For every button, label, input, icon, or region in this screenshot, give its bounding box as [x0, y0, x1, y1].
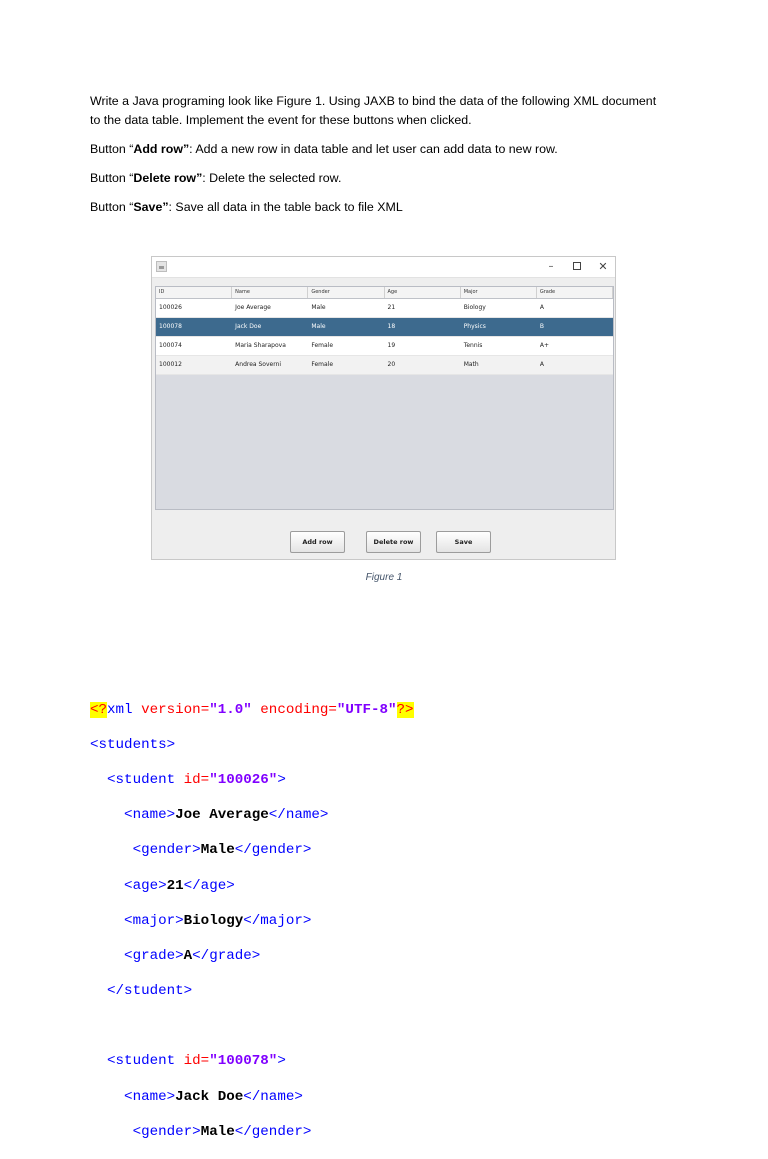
column-header-id[interactable]: ID — [156, 287, 232, 298]
window-titlebar — [152, 257, 615, 278]
cell-age[interactable]: 20 — [387, 361, 396, 368]
xml-decl-version-value: "1.0" — [209, 701, 252, 718]
student-2-tag: <student — [90, 1053, 176, 1070]
tag-close: </age> — [183, 877, 235, 894]
cell-major[interactable]: Tennis — [463, 342, 483, 349]
cell-grade[interactable]: A — [539, 361, 544, 368]
cell-id[interactable]: 100012 — [159, 361, 182, 368]
save-prefix: Button “ — [90, 200, 134, 214]
gender-value: Male — [200, 842, 235, 859]
student-2-name — [90, 1089, 414, 1107]
student-1-tag-end: > — [277, 771, 286, 788]
cell-id[interactable]: 100026 — [159, 304, 182, 311]
cell-name[interactable]: Andrea Soverni — [235, 361, 282, 368]
xml-decl-encoding-value: "UTF-8" — [336, 701, 397, 718]
xml-decl-name: xml — [107, 701, 133, 718]
cell-gender[interactable]: Male — [311, 304, 326, 311]
save-text: : Save all data in the table back to file XML — [168, 200, 403, 214]
add-row-bold: Add row” — [133, 142, 190, 156]
table-row[interactable] — [156, 299, 613, 318]
delete-row-button[interactable]: Delete row — [366, 531, 421, 553]
cell-grade[interactable]: A — [539, 304, 544, 311]
cell-major[interactable]: Physics — [463, 323, 486, 330]
column-header-age[interactable]: Age — [385, 287, 461, 298]
name-value: Joe Average — [175, 807, 269, 824]
add-row-button[interactable]: Add row — [290, 531, 345, 553]
tag-close: </major> — [243, 912, 312, 929]
column-header-name[interactable]: Name — [232, 287, 308, 298]
column-header-grade[interactable]: Grade — [537, 287, 613, 298]
cell-gender[interactable]: Female — [311, 342, 334, 349]
cell-name[interactable]: Maria Sharapova — [235, 342, 286, 349]
delete-row-bold: Delete row” — [133, 171, 203, 185]
tag-close: </gender> — [234, 1123, 312, 1140]
table-header — [156, 287, 613, 299]
delete-row-prefix: Button “ — [90, 171, 134, 185]
blank-line — [90, 1018, 414, 1036]
xml-decl-close: ?> — [396, 701, 414, 718]
table-row[interactable] — [156, 337, 613, 356]
cell-name[interactable]: Joe Average — [235, 304, 271, 311]
student-2-id-attr: id= — [175, 1053, 210, 1070]
save-bold: Save” — [133, 200, 169, 214]
name-value: Jack Doe — [175, 1088, 244, 1105]
cell-name[interactable]: Jack Doe — [235, 323, 262, 330]
student-2-tag-end: > — [277, 1053, 286, 1070]
cell-gender[interactable]: Female — [311, 361, 334, 368]
cell-major[interactable]: Biology — [463, 304, 486, 311]
table-row[interactable] — [156, 356, 613, 375]
student-1-id-attr: id= — [175, 771, 210, 788]
cell-major[interactable]: Math — [463, 361, 479, 368]
figure-caption: Figure 1 — [365, 572, 403, 583]
tag-open: <age> — [90, 877, 167, 894]
cell-id[interactable]: 100078 — [159, 323, 182, 330]
student-1-close-tag: </student> — [90, 983, 193, 1000]
grade-value: A — [183, 947, 193, 964]
java-app-window — [151, 256, 616, 560]
java-app-icon — [156, 261, 167, 272]
xml-code-block — [90, 684, 414, 1159]
add-row-description — [90, 140, 690, 159]
delete-row-text: : Delete the selected row. — [202, 171, 342, 185]
student-2-gender — [90, 1124, 414, 1142]
student-1-grade — [90, 948, 414, 966]
save-description — [90, 198, 690, 217]
tag-open: <major> — [90, 912, 184, 929]
close-icon[interactable]: ✕ — [598, 260, 608, 273]
xml-declaration — [90, 702, 414, 720]
column-header-gender[interactable]: Gender — [308, 287, 384, 298]
delete-row-description — [90, 169, 690, 188]
tag-open: <grade> — [90, 947, 184, 964]
tag-close: </name> — [268, 807, 329, 824]
age-value: 21 — [166, 877, 184, 894]
column-header-major[interactable]: Major — [461, 287, 537, 298]
student-1-id-value: "100026" — [209, 771, 278, 788]
students-open-tag: <students> — [90, 736, 176, 753]
student-1-major — [90, 913, 414, 931]
xml-decl-version-attr: version= — [132, 701, 210, 718]
cell-id[interactable]: 100074 — [159, 342, 182, 349]
tag-open: <gender> — [90, 1123, 201, 1140]
minimize-icon[interactable]: – — [548, 261, 554, 272]
student-1-gender — [90, 842, 414, 860]
tag-close: </name> — [243, 1088, 303, 1105]
tag-close: </grade> — [192, 947, 261, 964]
student-1-age — [90, 878, 414, 896]
cell-age[interactable]: 18 — [387, 323, 396, 330]
tag-close: </gender> — [234, 842, 312, 859]
add-row-text: : Add a new row in data table and let user can add data to new row. — [189, 142, 558, 156]
add-row-prefix: Button “ — [90, 142, 134, 156]
student-1-name — [90, 807, 414, 825]
instruction-line-1: Write a Java programing look like Figure 1. Using JAXB to bind the data of the following XML document — [90, 94, 657, 108]
cell-gender[interactable]: Male — [311, 323, 326, 330]
table-row-selected[interactable] — [156, 318, 613, 337]
xml-decl-open: <? — [90, 701, 108, 718]
cell-grade[interactable]: B — [539, 323, 544, 330]
tag-open: <name> — [90, 807, 176, 824]
maximize-icon[interactable] — [568, 259, 586, 275]
cell-grade[interactable]: A+ — [539, 342, 549, 349]
student-2-id-value: "100078" — [209, 1053, 278, 1070]
student-2-open-tag — [90, 1053, 414, 1071]
tag-open: <name> — [90, 1088, 176, 1105]
save-button[interactable]: Save — [436, 531, 491, 553]
student-1-tag: <student — [90, 771, 176, 788]
xml-decl-encoding-attr: encoding= — [251, 701, 337, 718]
cell-age[interactable]: 21 — [387, 304, 396, 311]
cell-age[interactable]: 19 — [387, 342, 396, 349]
instruction-paragraph — [90, 92, 690, 130]
instruction-line-2: to the data table. Implement the event for these buttons when clicked. — [90, 113, 472, 127]
major-value: Biology — [183, 912, 244, 929]
student-table[interactable] — [155, 286, 614, 510]
tag-open: <gender> — [90, 842, 201, 859]
student-1-open-tag — [90, 772, 414, 790]
gender-value: Male — [200, 1123, 235, 1140]
